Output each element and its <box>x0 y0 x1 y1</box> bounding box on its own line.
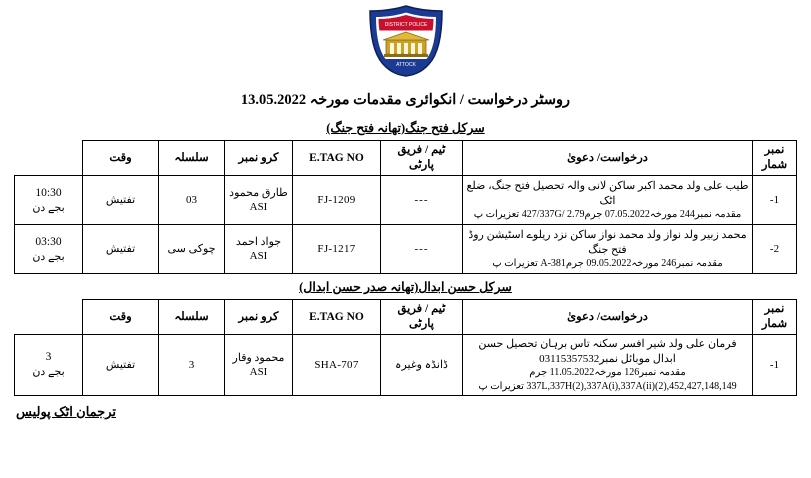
waqt-day: بجے دن <box>32 250 65 263</box>
waqt-time: 3 <box>45 351 52 364</box>
column-header-waqt: وقت <box>83 300 159 335</box>
table-header-row <box>15 300 797 335</box>
description-line-2: مقدمہ نمبر246 مورخہ09.05.2022 جرم381-A تعزیرات پ <box>492 258 723 270</box>
officer-name: طارق محمود <box>229 186 288 199</box>
column-header-silsla: سلسلہ <box>159 300 225 335</box>
cell-description <box>463 225 753 274</box>
waqt-time: 03:30 <box>35 235 62 248</box>
description-line-1: طیب علی ولد محمد اکبر ساکن لانی والہ تحصیل فتح جنگ، ضلع اٹک <box>466 180 749 207</box>
cell-sr: 2- <box>753 225 797 274</box>
cell-team: ڈانڈہ وغیرہ <box>381 335 463 395</box>
cell-waqt <box>15 225 83 274</box>
cell-officer <box>225 176 293 225</box>
officer-rank: ASI <box>249 366 268 379</box>
cell-silsla: تفتیش <box>83 225 159 274</box>
cell-sr: 1- <box>753 176 797 225</box>
table-row <box>15 176 797 225</box>
cell-waqt <box>15 335 83 395</box>
page-title-urdu: روسٹر درخواست / انکوائری مقدمات مورخہ <box>309 92 571 108</box>
cell-officer <box>225 335 293 395</box>
officer-rank: ASI <box>249 201 268 214</box>
column-header-crow: کرو نمبر <box>225 141 293 176</box>
column-header-silsla: سلسلہ <box>159 141 225 176</box>
column-header-description: درخواست/ دعویٰ <box>463 141 753 176</box>
officer-rank: ASI <box>249 250 268 263</box>
section-heading-2: سرکل حسن ابدال(تھانہ صدر حسن ابدال) <box>299 280 512 294</box>
description-line-2: مقدمہ نمبر244 مورخہ07.05.2022 جرم427/337G/ 2.79 تعزیرات پ <box>473 209 742 221</box>
column-header-crow: کرو نمبر <box>225 300 293 335</box>
column-header-etag: E.TAG NO <box>293 300 381 335</box>
roster-table-circle-hasan-abdal <box>14 299 797 396</box>
column-header-etag: E.TAG NO <box>293 141 381 176</box>
cell-crow: 03 <box>159 176 225 225</box>
cell-crow: چوکی سی <box>159 225 225 274</box>
cell-etag: FJ-1209 <box>293 176 381 225</box>
cell-officer <box>225 225 293 274</box>
column-header-waqt: وقت <box>83 141 159 176</box>
description-line-3: 452,427,148,149,(2)337L,337H(2),337A(i),337A(ii) تعزیرات پ <box>478 380 737 392</box>
description-line-2: مقدمہ نمبر126 مورخہ11.05.2022 جرم <box>529 367 686 379</box>
roster-table-circle-fateh-jang <box>14 140 797 274</box>
page-title-date: 13.05.2022 <box>240 92 307 108</box>
cell-waqt <box>15 176 83 225</box>
cell-crow: 3 <box>159 335 225 395</box>
waqt-day: بجے دن <box>32 201 65 214</box>
column-header-sr: نمبر شمار <box>753 300 797 335</box>
section-heading-1: سرکل فتح جنگ(تھانہ فتح جنگ) <box>326 121 485 135</box>
logo-container <box>0 4 811 78</box>
cell-silsla: تفتیش <box>83 176 159 225</box>
column-header-sr: نمبر شمار <box>753 141 797 176</box>
cell-team: --- <box>381 176 463 225</box>
column-header-team: ٹیم / فریق پارٹی <box>381 141 463 176</box>
cell-description <box>463 335 753 395</box>
officer-name: جواد احمد <box>235 235 282 248</box>
waqt-day: بجے دن <box>32 366 65 379</box>
column-header-team: ٹیم / فریق پارٹی <box>381 300 463 335</box>
svg-text:DISTRICT POLICE: DISTRICT POLICE <box>384 22 427 28</box>
description-line-1: فرمان علی ولد شیر افسر سکنہ تاس برہان تحصیل حسن ابدال موبائل نمبر03115357532 <box>478 338 737 365</box>
svg-text:ATTOCK: ATTOCK <box>395 62 416 68</box>
table-row <box>15 225 797 274</box>
table-row <box>15 335 797 395</box>
description-line-1: محمد زبیر ولد نواز ولد محمد نواز ساکن نزد ریلوے اسٹیشن روڈ فتح جنگ <box>468 229 747 256</box>
cell-etag: FJ-1217 <box>293 225 381 274</box>
waqt-time: 10:30 <box>35 186 62 199</box>
footer-note: ترجمان اٹک پولیس <box>16 404 117 419</box>
cell-silsla: تفتیش <box>83 335 159 395</box>
column-header-description: درخواست/ دعویٰ <box>463 300 753 335</box>
page-title <box>0 92 811 109</box>
cell-sr: 1- <box>753 335 797 395</box>
cell-team: --- <box>381 225 463 274</box>
cell-etag: SHA-707 <box>293 335 381 395</box>
table-header-row <box>15 141 797 176</box>
cell-description <box>463 176 753 225</box>
officer-name: محمود وقار <box>232 351 285 364</box>
police-shield-logo-icon <box>363 4 449 78</box>
